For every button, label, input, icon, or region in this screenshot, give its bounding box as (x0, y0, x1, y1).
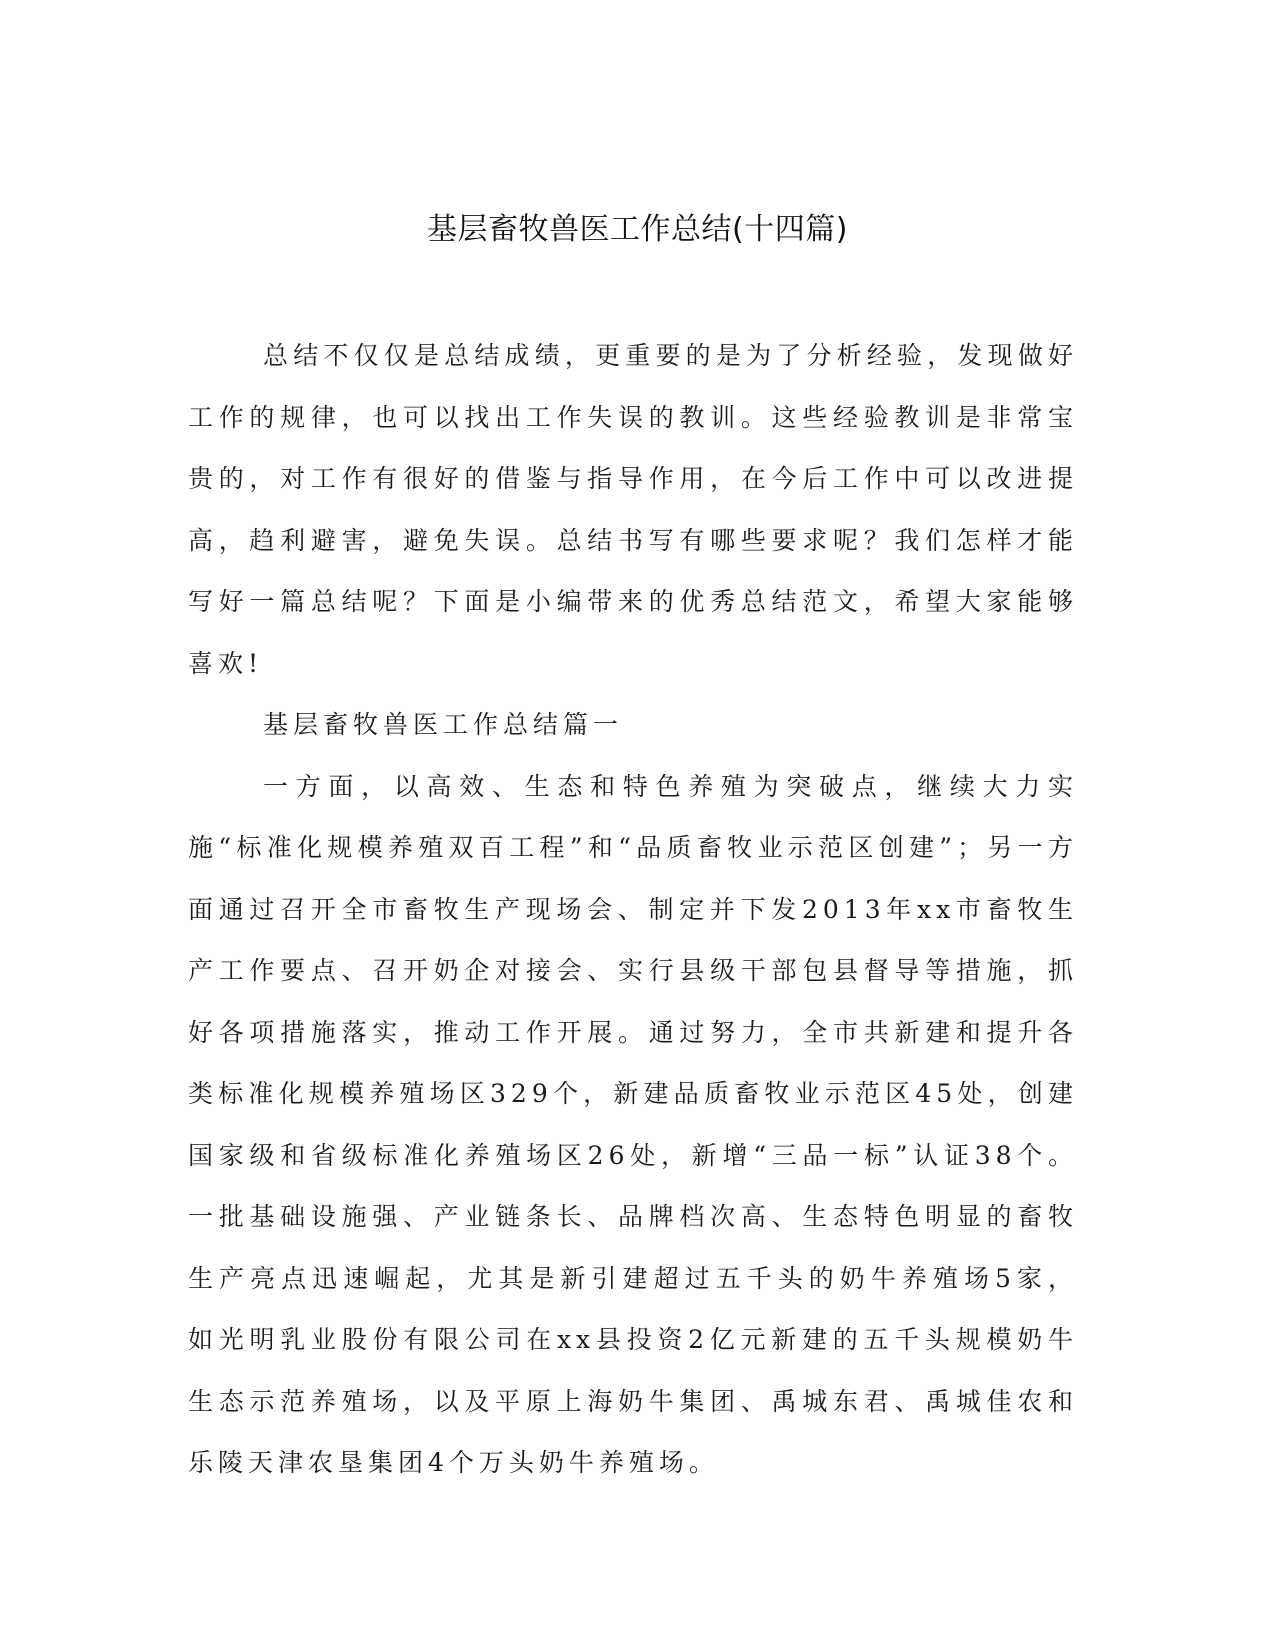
document-title: 基层畜牧兽医工作总结(十四篇) (427, 212, 848, 247)
document-body (188, 325, 1078, 1494)
intro-paragraph: 总结不仅仅是总结成绩，更重要的是为了分析经验，发现做好工作的规律，也可以找出工作失误的教训。这些经验教训是非常宝贵的，对工作有很好的借鉴与指导作用，在今后工作中可以改进提高，趋利避害，避免失误。总结书写有哪些要求呢？我们怎样才能写好一篇总结呢？下面是小编带来的优秀总结范文，希望大家能够喜欢! (188, 341, 1078, 678)
body-paragraph: 一方面，以高效、生态和特色养殖为突破点，继续大力实施“标准化规模养殖双百工程”和“品质畜牧业示范区创建”；另一方面通过召开全市畜牧生产现场会、制定并下发2013年xx市畜牧生产工作要点、召开奶企对接会、实行县级干部包县督导等措施，抓好各项措施落实，推动工作开展。通过努力，全市共新建和提升各类标准化规模养殖场区329个，新建品质畜牧业示范区45处，创建国家级和省级标准化养殖场区26处，新增“三品一标”认证38个。一批基础设施强、产业链条长、品牌档次高、生态特色明显的畜牧生产亮点迅速崛起，尤其是新引建超过五千头的奶牛养殖场5家，如光明乳业股份有限公司在xx县投资2亿元新建的五千头规模奶牛生态示范养殖场，以及平原上海奶牛集团、禹城东君、禹城佳农和乐陵天津农垦集团4个万头奶牛养殖场。 (188, 771, 1078, 1477)
section-heading: 基层畜牧兽医工作总结篇一 (263, 710, 624, 739)
